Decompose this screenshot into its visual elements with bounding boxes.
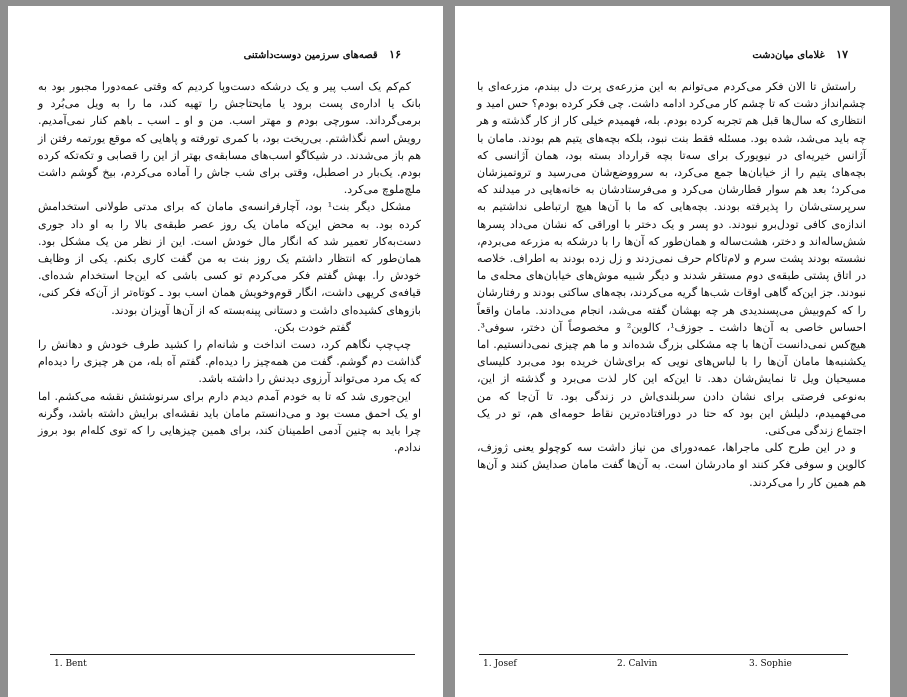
footnote: 2. Calvin [617,659,658,669]
left-running-header [50,48,401,64]
right-page [455,6,890,697]
right-page-number: ۱۷ [836,48,848,61]
left-footnote-rule [50,654,415,655]
left-page [8,6,443,697]
right-header-title: غلامای میان‌دشت [752,50,825,61]
left-page-body [38,78,421,456]
right-running-header [497,48,848,64]
paragraph: چپ‌چپ نگاهم کرد، دست انداخت و شانه‌ام را کشید طرف خودش و دهانش را گذاشت دم گوشم. گفت من همه‌چیز را دیده‌ام. گفتم آه بله، من هر چیزی را دیده‌ام که یک مرد می‌تواند آرزوی دیدنش را داشته باشد. [38,338,421,386]
paragraph: راستش تا الان فکر می‌کردم می‌توانم به این مزرعه‌ی پرت دل ببندم، مزرعه‌ای با چشم‌انداز دشت که تا چشم کار می‌کرد ادامه داشت. چی فکر کرده بودم؟ حس امید و انتظاری که سال‌ها قبل هم تجربه کرده بودم. بله، فهمیدم خیلی کار از کار گذشته و هر چه باید می‌شد، شده بود. مسئله فقط بنت نبود، بلکه بچه‌های یتیم هم بودند. مامان با آژانس خیریه‌ای در نیویورک برای سه‌تا بچه قرارداد بسته بود، همان آژانسی که بچه‌های یتیم را از خیابان‌ها جمع می‌کرد، به سرووضع‌شان می‌رسید و تروتمیزشان می‌کرد؛ بعد هم سوار قطارشان می‌کرد و می‌فرستادشان به خانه‌هایی در میدلند که سرپرستی‌شان را پذیرفته بودند. بچه‌هایی که ما با آن‌ها هیچ ارتباطی نداشتیم به اندازه‌ی کافی تودل‌برو نبودند. دو پسر و یک دختر با اوراقی که نشان می‌داد پسرها شش‌ساله‌اند و دختر، هشت‌ساله و همان‌طور که آن‌ها را با درشکه به مزرعه می‌بردم، نشسته بودند پشت سرم و لام‌تاکام حرف نمی‌زدند و زل زده بودند به اطراف. خلاصه در اتاق پشتی طبقه‌ی دوم مستقر شدند و دیگر شبیه موش‌های خیابان‌های محله‌ی ما نبودند. جز این‌که گاهی اوقات شب‌ها گریه می‌کردند، بچه‌های ساکتی بودند و رفتارشان را که کم‌وبیش می‌پسندیدی هر چه بهشان گفته می‌شد، انجام می‌دادند. مامان واقعاً احساس خاصی به آن‌ها داشت ـ جوزف¹، کالوین² و مخصوصاً آن دختر، سوفی³. هیچ‌کس نمی‌دانست آن‌ها با چه مشکلی بزرگ شده‌اند و ما هم چیزی نمی‌دانستیم. اما یکشنبه‌ها مامان آن‌ها را با لباس‌های نویی که برای‌شان خریده بود می‌برد کلیسای مسیحیان ویل تا نمایش‌شان دهد. تا این‌که این کار لذت می‌برد و گذشته از این، به‌نوعی فرصتی برای نشان دادن سربلندی‌اش در زندگی بود. تا آن‌جا که من می‌فهمیدم، دلیلش این بود که حتا در دورافتاده‌ترین نقاط حومه‌ای هم، تو در یک اجتماع زندگی می‌کنی. [477,80,866,438]
paragraph: گفتم خودت بکن. [273,320,351,334]
footnote: 3. Sophie [749,659,792,669]
paragraph: این‌جوری شد که تا به خودم آمدم دیدم دارم برای سرنوشتش نقشه می‌کشم. اما او یک احمق مست بود و می‌دانستم مامان باید نقشه‌ای برایش داشته باشد، وگرنه چرا باید به چنین آدمی اطمینان کند، برای همین چیزهایی را که توی کله‌ام بود بروز ندادم. [38,389,421,455]
right-footnote-rule [479,654,848,655]
paragraph: مشکل دیگر بنت¹ بود، آچارفرانسه‌ی مامان که برای مدتی طولانی استخدامش کرده بود. به محض این‌که مامان یک روز عصر طبقه‌ی بالا را به او داد جوری دست‌به‌کار تعمیر شد که انگار مال خودش است. این از نظر من یک مشکل بود. همان‌طور که انتظار داشتم یک روز بنت به من گفت کاری بکنم. یکی از وظایف خودش را. بهش گفتم فکر می‌کردم تو کسی باشی که این‌جا استخدام شده‌ای. قیافه‌ی کریهی داشت، انگار قوم‌وخویش همان اسب بود ـ کوتاه‌تر از آن‌که فکر کنی، بازوهای کشیده‌ای داشت و دستانی پینه‌بسته که از آن‌ها آویزان بودند. [38,200,421,317]
left-page-number: ۱۶ [389,48,401,61]
left-header-title: قصه‌های سرزمین دوست‌داشتنی [243,50,378,61]
right-page-body [477,78,866,491]
footnote: 1. Bent [54,659,87,669]
paragraph: و در این طرح کلی ماجراها، عمه‌دورای من نیاز داشت سه کوچولو یعنی ژوزف، کالوین و سوفی فکر کنند او مادرشان است. به آن‌ها گفت مامان صدایش کنند و آن‌ها هم همین کار را می‌کردند. [477,441,866,489]
paragraph: کم‌کم یک اسب پیر و یک درشکه دست‌وپا کردیم که وقتی عمه‌دورا مجبور بود به بانک یا اداره‌ی پست برود یا مایحتاجش را تهیه کند، ما را به ویل می‌بُرد و برمی‌گرداند. سورچی بودم و مهتر اسب. من و او ـ اسب ـ باهم کنار نمی‌آمدیم. رویش اسم نگذاشتم. بی‌ریخت بود، با کمری تورفته و پاهایی که موقع یورتمه رفتن از هم باز می‌شدند. در شیکاگو اسب‌های مسابقه‌ی بهتر از این را قصابی و تکه‌تکه کرده بودم. یک‌بار در اصطبل، وقتی برای شب جاش را آماده می‌کردم، بیخ گوشم داشت ملچ‌ملوچ می‌کرد. [38,80,421,197]
footnote: 1. Josef [483,659,517,669]
